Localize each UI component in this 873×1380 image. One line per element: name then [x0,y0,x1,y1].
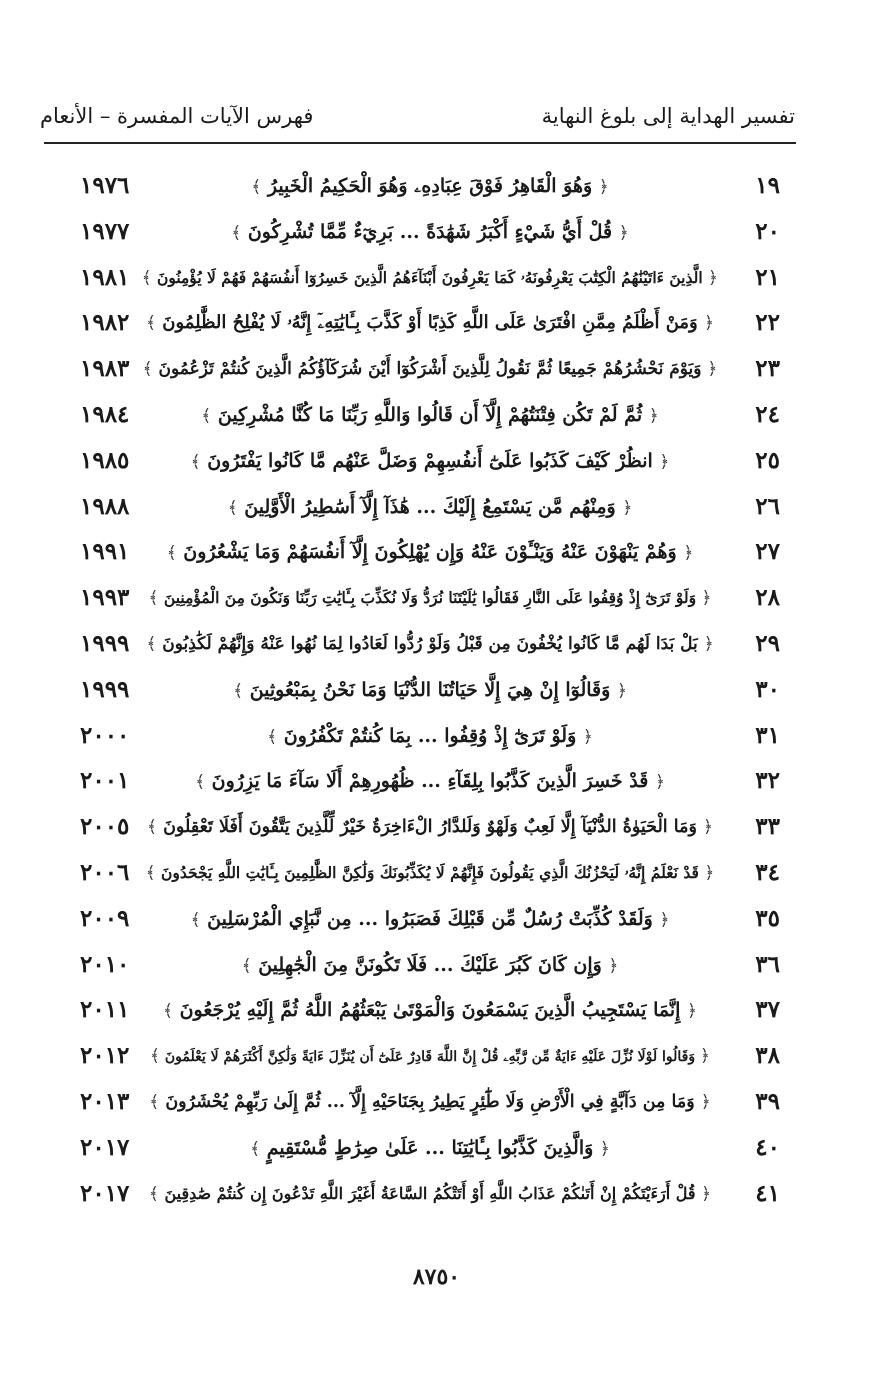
close-bracket-ornament: ﴾ [241,955,252,976]
close-bracket-ornament: ﴾ [145,862,156,883]
page-reference: ٢٠٠٦ [80,858,130,886]
verse-number: ٢٠ [755,217,780,245]
open-bracket-ornament: ﴿ [616,680,627,701]
verse-number: ٤١ [755,1179,780,1207]
verse-number: ٢١ [755,263,780,291]
close-bracket-ornament: ﴾ [148,588,159,609]
verse-index-table [80,164,780,1217]
page-reference: ١٩٨٣ [80,355,130,383]
verse-content: وَمَنْ أَظْلَمُ مِمَّنِ افْتَرَىٰ عَلَى اللَّهِ كَذِبًا أَوْ كَذَّبَ بِـَٔايَٰتِهِۦٓ إِنَّهُۥ لَا يُفْلِحُ الظَّٰلِمُونَ [162,312,698,334]
open-bracket-ornament: ﴿ [687,1001,698,1022]
table-row [80,301,780,347]
verse-number: ٢٤ [755,400,780,428]
page-reference: ١٩٧٧ [80,217,130,245]
table-row [80,576,780,622]
verse-text [142,260,718,298]
open-bracket-ornament: ﴿ [703,817,713,838]
table-row [80,530,780,576]
verse-text [142,718,718,756]
close-bracket-ornament: ﴾ [267,726,278,747]
verse-content: قُلْ أَيُّ شَيْءٍ أَكْبَرُ شَهَٰدَةً ... بَرِيٓءٌ مِّمَّا تُشْرِكُونَ [247,220,613,243]
verse-number: ٣١ [755,721,780,749]
close-bracket-ornament: ﴾ [162,1001,173,1022]
page-reference: ١٩٨٢ [80,309,130,337]
open-bracket-ornament: ﴿ [659,909,670,930]
close-bracket-ornament: ﴾ [233,680,244,701]
open-bracket-ornament: ﴿ [708,267,718,288]
verse-content: وَيَوْمَ نَحْشُرُهُمْ جَمِيعًا ثُمَّ نَقُولُ لِلَّذِينَ أَشْرَكُوٓا أَيْنَ شُرَكَآؤُكُمُ الَّذِينَ كُنتُمْ تَزْعُمُونَ [158,359,702,380]
verse-number: ٣٦ [755,950,780,978]
verse-number: ٢٥ [755,446,780,474]
verse-content: وَلَقَدْ كُذِّبَتْ رُسُلٌ مِّن قَبْلِكَ فَصَبَرُوا ... مِن نَّبَإِي الْمُرْسَلِينَ [207,907,653,930]
page-reference: ٢٠٠٩ [80,904,130,932]
open-bracket-ornament: ﴿ [700,1091,711,1112]
close-bracket-ornament: ﴾ [148,1183,159,1204]
verse-number: ٢٦ [755,492,780,520]
verse-text [142,1084,718,1122]
close-bracket-ornament: ﴾ [146,633,157,654]
verse-text [142,947,718,985]
open-bracket-ornament: ﴿ [701,588,712,609]
verse-text [142,1130,718,1168]
page-reference: ٢٠١٢ [80,1042,130,1070]
verse-content: قَدْ نَعْلَمُ إِنَّهُۥ لَيَحْزُنُكَ الَّذِي يَقُولُونَ فَإِنَّهُمْ لَا يُكَذِّبُونَكَ وَلَٰكِنَّ الظَّٰلِمِينَ بِـَٔايَٰتِ اللَّهِ يَجْحَدُونَ [161,862,699,882]
verse-text [142,763,718,801]
verse-text [142,1176,718,1214]
verse-content: وَمَا مِن دَآبَّةٍ فِي الْأَرْضِ وَلَا طَٰٓئِرٍ يَطِيرُ بِجَنَاحَيْهِ إِلَّآ ... ثُمَّ إِلَىٰ رَبِّهِمْ يُحْشَرُونَ [165,1091,695,1112]
close-bracket-ornament: ﴾ [231,222,242,243]
verse-content: وَمِنْهُم مَّن يَسْتَمِعُ إِلَيْكَ ... هَٰذَآ إِلَّآ أَسَٰطِيرُ الْأَوَّلِينَ [244,495,616,518]
close-bracket-ornament: ﴾ [250,1138,261,1159]
verse-number: ٢٩ [755,629,780,657]
close-bracket-ornament: ﴾ [142,267,152,288]
verse-number: ٣٥ [755,904,780,932]
verse-content: ثُمَّ لَمْ تَكُن فِتْنَتُهُمْ إِلَّآ أَن قَالُوا وَاللَّهِ رَبِّنَا مَا كُنَّا مُشْرِكِينَ [217,403,643,426]
page-reference: ٢٠١٧ [80,1179,130,1207]
verse-text [142,489,718,527]
page-reference: ١٩٩٩ [80,629,130,657]
page-reference: ٢٠٠٠ [80,721,130,749]
table-row [80,988,780,1034]
open-bracket-ornament: ﴿ [582,726,593,747]
verse-content: الَّذِينَ ءَاتَيْنَٰهُمُ الْكِتَٰبَ يَعْرِفُونَهُۥ كَمَا يَعْرِفُونَ أَبْنَآءَهُمُ الَّذِينَ خَسِرُوٓا أَنفُسَهُمْ فَهُمْ لَا يُؤْمِنُونَ [156,267,703,287]
page-reference: ١٩٨٤ [80,400,130,428]
table-row [80,1172,780,1218]
verse-content: بَلْ بَدَا لَهُم مَّا كَانُوا يُخْفُونَ مِن قَبْلُ وَلَوْ رُدُّوا لَعَادُوا لِمَا نُهُوا عَنْهُ وَإِنَّهُمْ لَكَٰذِبُونَ [162,633,698,654]
page-reference: ١٩٨٨ [80,492,130,520]
table-row [80,1080,780,1126]
verse-number: ٣٣ [755,813,780,841]
verse-text [142,351,718,389]
verse-content: وَهُمْ يَنْهَوْنَ عَنْهُ وَيَنْـَٔوْنَ عَنْهُ وَإِن يُهْلِكُونَ إِلَّآ أَنفُسَهُمْ وَمَا يَشْعُرُونَ [183,541,677,564]
page-reference: ١٩٩٩ [80,675,130,703]
table-row [80,1126,780,1172]
verse-content: قُلْ أَرَءَيْتَكُمْ إِنْ أَتَىٰكُمْ عَذَابُ اللَّهِ أَوْ أَتَتْكُمُ السَّاعَةُ أَغَيْرَ اللَّهِ تَدْعُونَ إِن كُنتُمْ صَٰدِقِينَ [164,1183,696,1203]
open-bracket-ornament: ﴿ [707,359,718,380]
verse-text [142,809,718,847]
verse-number: ٤٠ [755,1133,780,1161]
page-reference: ٢٠١٣ [80,1087,130,1115]
verse-text [142,901,718,939]
table-row [80,1034,780,1080]
table-row [80,210,780,256]
verse-text [142,168,718,206]
page-reference: ٢٠١١ [80,996,130,1024]
table-row [80,668,780,714]
verse-number: ١٩ [755,172,780,199]
table-row [80,805,780,851]
verse-number: ٢٧ [755,538,780,566]
header-divider [44,142,796,144]
table-row [80,164,780,210]
open-bracket-ornament: ﴿ [683,543,694,564]
close-bracket-ornament: ﴾ [166,543,177,564]
open-bracket-ornament: ﴿ [622,497,633,518]
verse-text [142,626,718,664]
verse-text [142,855,718,893]
page-reference: ٢٠١٠ [80,950,130,978]
open-bracket-ornament: ﴿ [703,633,714,654]
verse-content: وَإِن كَانَ كَبُرَ عَلَيْكَ ... فَلَا تَكُونَنَّ مِنَ الْجَٰهِلِينَ [258,953,602,976]
table-row [80,393,780,439]
open-bracket-ornament: ﴿ [648,405,659,426]
page-reference: ٢٠٠٥ [80,813,130,841]
page-reference: ٢٠١٧ [80,1133,130,1161]
table-row [80,256,780,302]
close-bracket-ornament: ﴾ [227,497,238,518]
table-row [80,897,780,943]
verse-content: انظُرْ كَيْفَ كَذَبُوا عَلَىٰٓ أَنفُسِهِمْ وَضَلَّ عَنْهُم مَّا كَانُوا يَفْتَرُونَ [207,449,653,472]
open-bracket-ornament: ﴿ [704,862,715,883]
verse-content: وَلَوْ تَرَىٰٓ إِذْ وُقِفُوا عَلَى النَّارِ فَقَالُوا يَٰلَيْتَنَا نُرَدُّ وَلَا نُكَذِّبَ بِـَٔايَٰتِ رَبِّنَا وَنَكُونَ مِنَ الْمُؤْمِنِينَ [163,588,697,608]
verse-number: ٢٨ [755,584,780,612]
open-bracket-ornament: ﴿ [701,1183,712,1204]
verse-content: قَدْ خَسِرَ الَّذِينَ كَذَّبُوا بِلِقَآءِ ... ظُهُورِهِمْ أَلَا سَآءَ مَا يَزِرُونَ [211,770,649,793]
open-bracket-ornament: ﴿ [618,222,629,243]
open-bracket-ornament: ﴿ [654,772,665,793]
close-bracket-ornament: ﴾ [190,909,201,930]
verse-number: ٣٤ [755,858,780,886]
page-reference: ١٩٨١ [80,263,130,291]
table-row [80,714,780,760]
verse-number: ٢٢ [755,309,780,337]
open-bracket-ornament: ﴿ [599,1138,610,1159]
verse-text [142,443,718,481]
open-bracket-ornament: ﴿ [608,955,619,976]
verse-content: إِنَّمَا يَسْتَجِيبُ الَّذِينَ يَسْمَعُونَ وَالْمَوْتَىٰ يَبْعَثُهُمُ اللَّهُ ثُمَّ إِلَيْهِ يُرْجَعُونَ [179,999,681,1022]
verse-text [142,397,718,435]
verse-text [142,672,718,710]
verse-number: ٣٠ [755,675,780,703]
page-number: ٨٧٥٠ [412,1264,461,1290]
close-bracket-ornament: ﴾ [251,177,262,197]
verse-text [142,992,718,1030]
open-bracket-ornament: ﴿ [700,1046,710,1067]
open-bracket-ornament: ﴿ [598,177,609,197]
table-row [80,439,780,485]
close-bracket-ornament: ﴾ [195,772,206,793]
close-bracket-ornament: ﴾ [201,405,212,426]
table-row [80,759,780,805]
table-row [80,622,780,668]
section-title: فهرس الآيات المفسرة – الأنعام [40,104,314,128]
page-header [40,100,795,140]
close-bracket-ornament: ﴾ [190,451,201,472]
page-reference: ٢٠٠١ [80,767,130,795]
verse-content: وَهُوَ الْقَاهِرُ فَوْقَ عِبَادِهِۦ وَهُوَ الْحَكِيمُ الْخَبِيرُ [267,175,593,197]
verse-content: وَالَّذِينَ كَذَّبُوا بِـَٔايَٰتِنَا ... عَلَىٰ صِرَٰطٍ مُّسْتَقِيمٍ [266,1136,594,1159]
close-bracket-ornament: ﴾ [147,817,157,838]
verse-text [142,1038,718,1076]
verse-content: وَمَا الْحَيَوٰةُ الدُّنْيَآ إِلَّا لَعِبٌ وَلَهْوٌ وَلَلدَّارُ الْءَاخِرَةُ خَيْرٌ لِّلَّذِينَ يَتَّقُونَ أَفَلَا تَعْقِلُونَ [163,817,697,838]
page-reference: ١٩٩١ [80,538,130,566]
book-title: تفسير الهداية إلى بلوغ النهاية [541,104,795,128]
page-reference: ١٩٨٥ [80,446,130,474]
page-reference: ١٩٧٦ [80,172,130,199]
verse-text [142,534,718,572]
close-bracket-ornament: ﴾ [146,313,156,334]
table-row [80,347,780,393]
table-row [80,851,780,897]
close-bracket-ornament: ﴾ [142,359,153,380]
verse-text [142,580,718,618]
verse-content: وَلَوْ تَرَىٰٓ إِذْ وُقِفُوا ... بِمَا كُنتُمْ تَكْفُرُونَ [283,724,577,747]
verse-number: ٣٩ [755,1087,780,1115]
verse-number: ٣٢ [755,767,780,795]
verse-content: وَقَالُوٓا إِنْ هِيَ إِلَّا حَيَاتُنَا الدُّنْيَا وَمَا نَحْنُ بِمَبْعُوثِينَ [249,678,611,701]
verse-text [142,305,718,343]
verse-content: وَقَالُوا لَوْلَا نُزِّلَ عَلَيْهِ ءَايَةٌ مِّن رَّبِّهِۦ قُلْ إِنَّ اللَّهَ قَادِرٌ عَلَىٰٓ أَن يُنَزِّلَ ءَايَةً وَلَٰكِنَّ أَكْثَرَهُمْ لَا يَعْلَمُونَ [164,1049,696,1066]
verse-number: ٣٨ [755,1042,780,1070]
table-row [80,943,780,989]
open-bracket-ornament: ﴿ [704,313,714,334]
open-bracket-ornament: ﴿ [659,451,670,472]
table-row [80,485,780,531]
verse-number: ٢٣ [755,355,780,383]
page-reference: ١٩٩٣ [80,584,130,612]
close-bracket-ornament: ﴾ [150,1046,160,1067]
close-bracket-ornament: ﴾ [149,1091,160,1112]
verse-number: ٣٧ [755,996,780,1024]
verse-text [142,214,718,252]
